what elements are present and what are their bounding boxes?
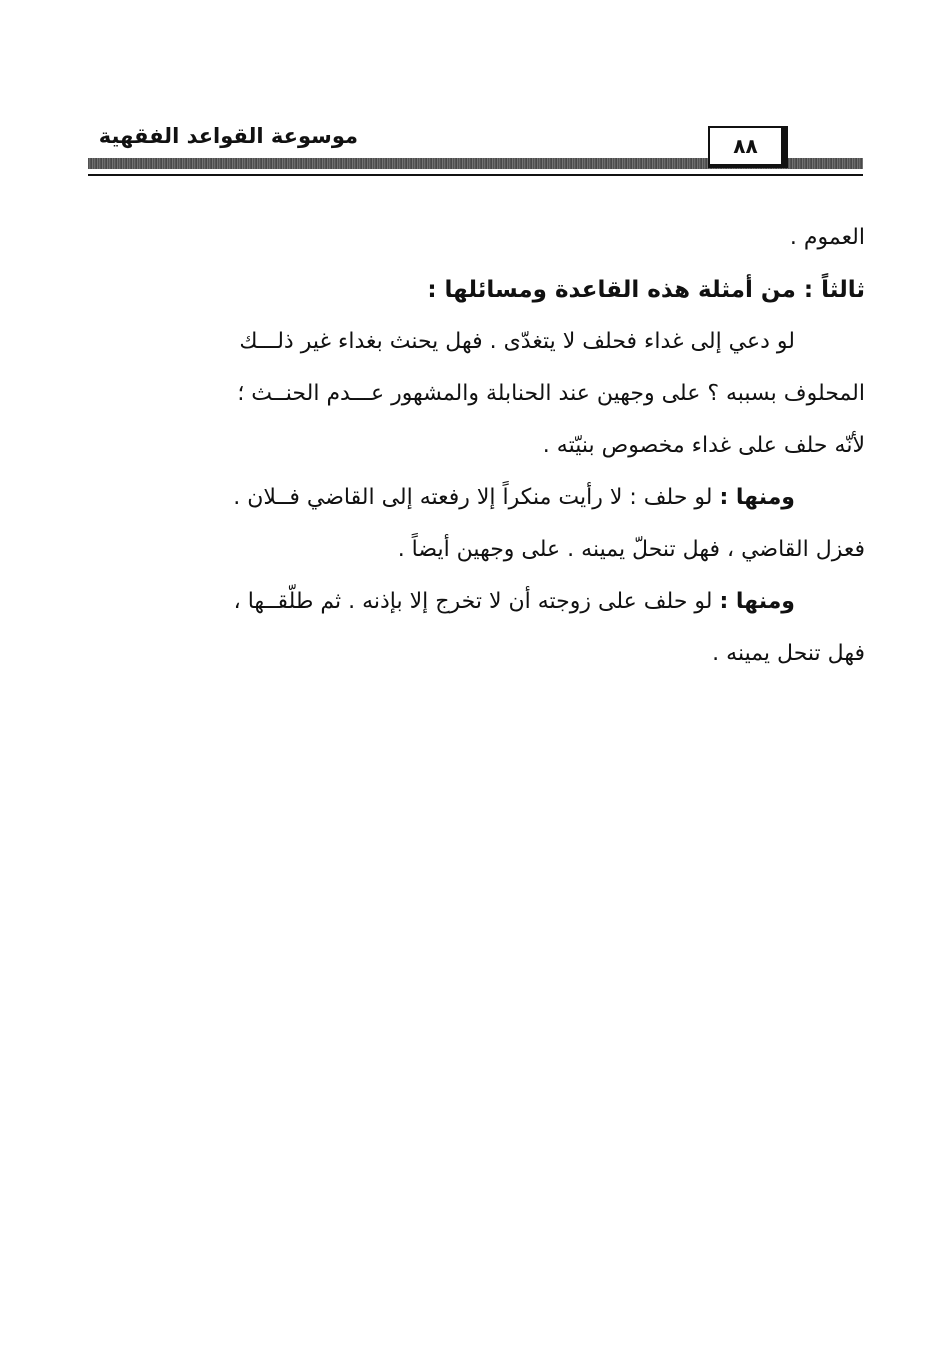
body-line-text: لو حلف : لا رأيت منكراً إلا رفعته إلى القاضي فــلان . xyxy=(233,485,720,510)
section-heading: ثالثاً : من أمثلة هذه القاعدة ومسائلها : xyxy=(427,277,865,303)
lead-word: ومنها : xyxy=(719,589,795,614)
book-title: موسوعة القواعد الفقهية xyxy=(98,124,358,148)
page-number: ٨٨ xyxy=(733,134,758,158)
page-number-box xyxy=(708,126,788,168)
body-line-text: لو حلف على زوجته أن لا تخرج إلا بإذنه . ثم طلّقــها ، xyxy=(233,589,720,614)
body-line: لأنّه حلف على غداء مخصوص بنيّته . xyxy=(542,433,865,458)
body-line: فعزل القاضي ، فهل تنحلّ يمينه . على وجهين أيضاً . xyxy=(397,537,865,562)
body-line: المحلوف بسببه ؟ على وجهين عند الحنابلة والمشهور عـــدم الحنــث ؛ xyxy=(237,381,865,406)
body-line: فهل تنحل يمينه . xyxy=(712,641,865,666)
body-line xyxy=(90,472,865,524)
body-line xyxy=(90,576,865,628)
body-line: العموم . xyxy=(789,225,865,250)
lead-word: ومنها : xyxy=(719,485,795,510)
body-line: لو دعي إلى غداء فحلف لا يتغدّى . فهل يحنث بغداء غير ذلـــك xyxy=(239,329,795,354)
page-body xyxy=(90,212,865,680)
page-header xyxy=(88,118,863,186)
header-rule-thin xyxy=(88,174,863,176)
